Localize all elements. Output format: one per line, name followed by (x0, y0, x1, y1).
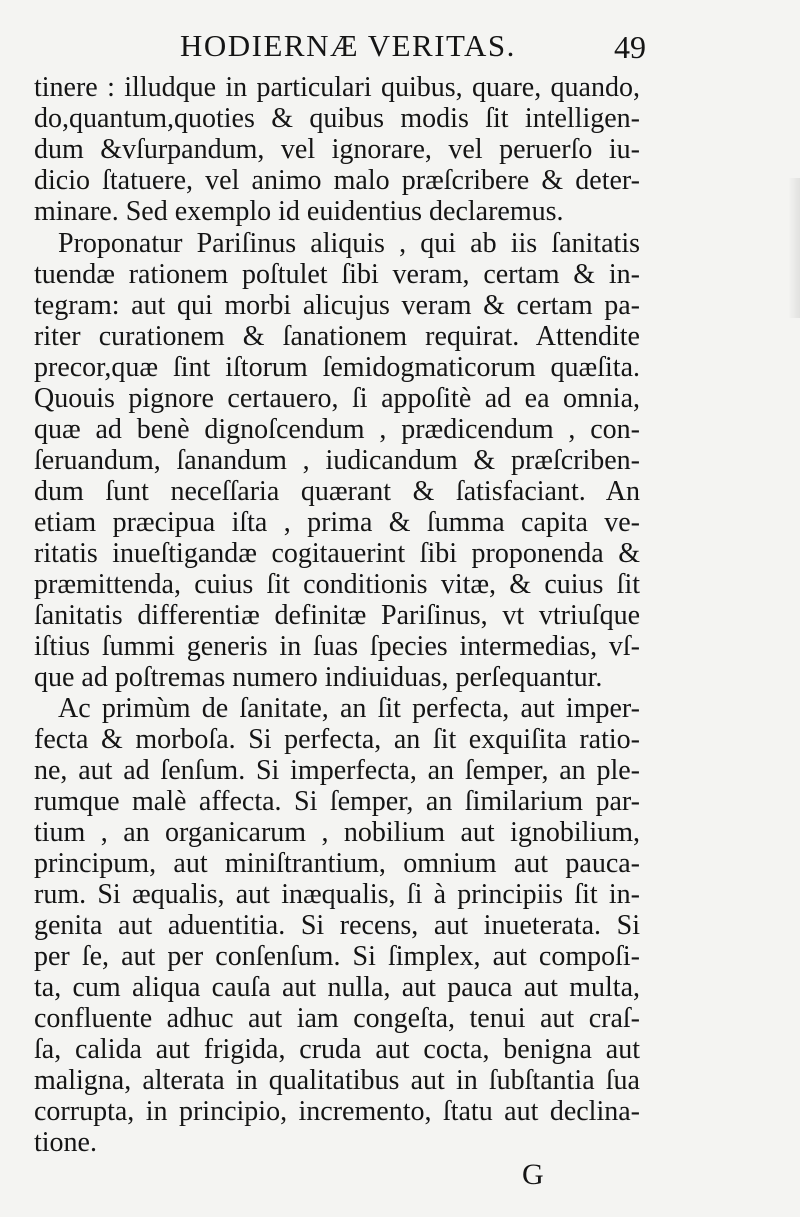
text-line-35: tione. (34, 1127, 97, 1158)
text-line-32: ſa, calida aut frigida, cruda aut cocta, benigna aut (34, 1034, 640, 1065)
text-line-4: dicio ſtatuere, vel animo malo præſcribere & deter- (34, 165, 640, 196)
text-line-34: corrupta, in principio, incremento, ſtatu aut declina- (34, 1096, 640, 1127)
text-line-17: præmittenda, cuius ſit conditionis vitæ, & cuius ſit (34, 569, 640, 600)
text-line-15: etiam præcipua iſta , prima & ſumma capita ve- (34, 507, 640, 538)
text-line-31: confluente adhuc aut iam congeſta, tenui aut craſ- (34, 1003, 640, 1034)
text-line-10: precor,quæ ſint iſtorum ſemidogmaticorum quæſita. (34, 352, 640, 383)
text-line-13: ſeruandum, ſanandum , iudicandum & præſcriben- (34, 445, 640, 476)
text-line-16: ritatis inueſtigandæ cogitauerint ſibi proponenda & (34, 538, 640, 569)
text-line-5: minare. Sed exemplo id euidentius declaremus. (34, 196, 564, 227)
text-line-3: dum &vſurpandum, vel ignorare, vel peruerſo iu- (34, 134, 640, 165)
text-line-2: do,quantum,quoties & quibus modis ſit intelligen- (34, 103, 640, 134)
text-line-19: iſtius ſummi generis in ſuas ſpecies intermedias, vſ- (34, 631, 640, 662)
text-line-7: tuendæ rationem poſtulet ſibi veram, certam & in- (34, 259, 640, 290)
text-line-25: tium , an organicarum , nobilium aut ignobilium, (34, 817, 640, 848)
text-line-12: quæ ad benè dignoſcendum , prædicendum , con- (34, 414, 640, 445)
text-line-6: Proponatur Pariſinus aliquis , qui ab iis ſanitatis (58, 228, 640, 259)
text-line-27: rum. Si æqualis, aut inæqualis, ſi à principiis ſit in- (34, 879, 640, 910)
text-line-20: que ad poſtremas numero indiuiduas, perſequantur. (34, 662, 603, 693)
text-line-18: ſanitatis differentiæ definitæ Pariſinus, vt vtriuſque (34, 600, 640, 631)
text-line-11: Quouis pignore certauero, ſi appoſitè ad ea omnia, (34, 383, 640, 414)
text-line-26: principum, aut miniſtrantium, omnium aut pauca- (34, 848, 640, 879)
text-line-33: maligna, alterata in qualitatibus aut in ſubſtantia ſua (34, 1065, 640, 1096)
text-line-1: tinere : illudque in particulari quibus, quare, quando, (34, 72, 640, 103)
text-line-29: per ſe, aut per conſenſum. Si ſimplex, aut compoſi- (34, 941, 640, 972)
text-line-21: Ac primùm de ſanitate, an ſit perfecta, aut imper- (58, 693, 640, 724)
text-line-23: ne, aut ad ſenſum. Si imperfecta, an ſemper, an ple- (34, 755, 640, 786)
text-line-24: rumque malè affecta. Si ſemper, an ſimilarium par- (34, 786, 640, 817)
text-line-28: genita aut aduentitia. Si recens, aut inueterata. Si (34, 910, 640, 941)
page-number: 49 (614, 29, 646, 65)
text-line-14: dum ſunt neceſſaria quærant & ſatisfaciant. An (34, 476, 640, 507)
text-line-8: tegram: aut qui morbi alicujus veram & certam pa- (34, 290, 640, 321)
running-head: HODIERNÆ VERITAS. (180, 28, 516, 63)
text-line-22: fecta & morboſa. Si perfecta, an ſit exquiſita ratio- (34, 724, 640, 755)
signature-mark: G (522, 1158, 544, 1191)
text-line-30: ta, cum aliqua cauſa aut nulla, aut pauca aut multa, (34, 972, 640, 1003)
text-line-9: riter curationem & ſanationem requirat. Attendite (34, 321, 640, 352)
